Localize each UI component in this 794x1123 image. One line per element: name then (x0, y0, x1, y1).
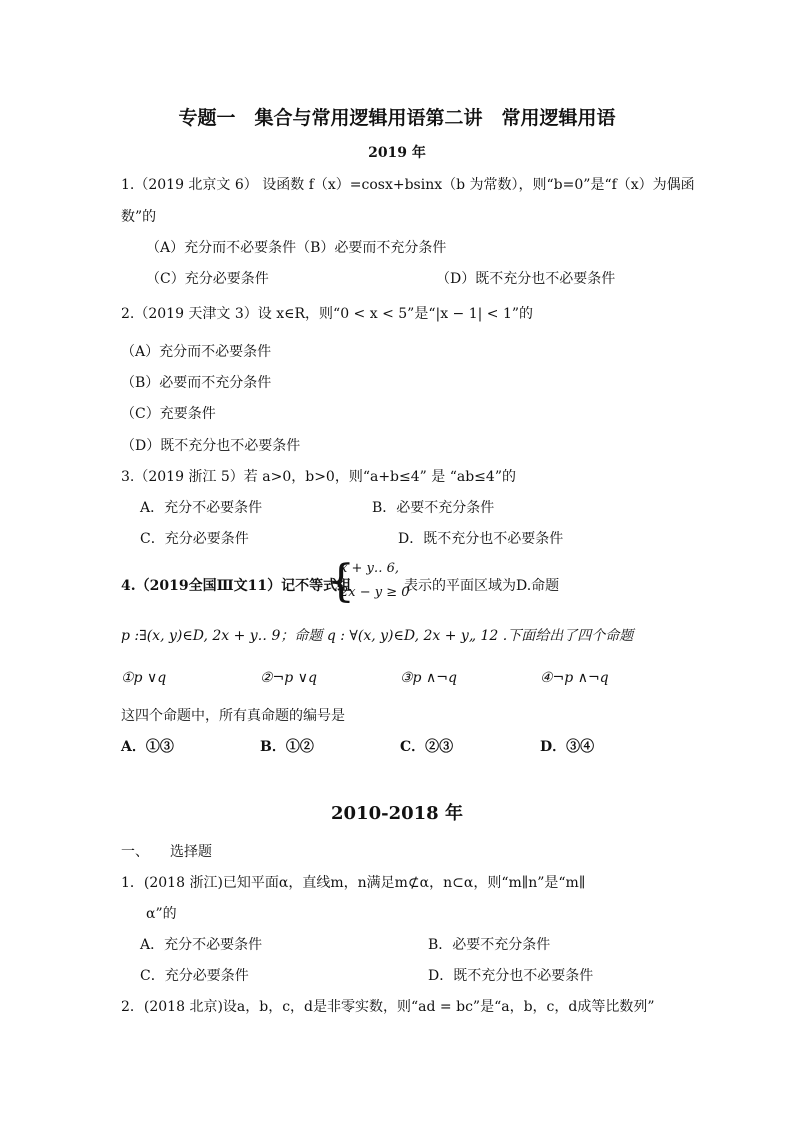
q3-stem: 3.（2019 浙江 5）若 a>0，b>0，则“a+b≤4” 是 “ab≤4”的 (121, 469, 516, 485)
q5-option-a: A．充分不必要条件 (140, 937, 263, 953)
q4-option-b: B．①② (260, 739, 314, 755)
q4-stem-prefix: 4.（2019全国Ⅲ文11）记不等式组 (121, 578, 352, 594)
q1-option-d: （D）既不充分也不必要条件 (436, 271, 616, 287)
q4-system-line1: x + y‥ 6, (340, 561, 400, 576)
q5-stem-line2: α”的 (146, 906, 177, 922)
q2-option-d: （D）既不充分也不必要条件 (121, 438, 301, 454)
q2-option-c: （C）充要条件 (121, 406, 216, 422)
q3-option-a: A．充分不必要条件 (140, 500, 263, 516)
q4-stem-suffix: 表示的平面区域为D.命题 (404, 578, 560, 594)
q2-stem: 2.（2019 天津文 3）设 x∈R，则“0 < x < 5”是“|x − 1| < 1”的 (121, 306, 534, 322)
q1-stem-line1: 1.（2019 北京文 6） 设函数 f（x）=cosx+bsinx（b 为常数），则“b=0”是“f（x）为偶函 (121, 177, 695, 193)
q3-option-c: C．充分必要条件 (140, 531, 249, 547)
section-heading-2010-2018: 2010-2018 年 (331, 803, 463, 824)
q5-option-b: B．必要不充分条件 (428, 937, 551, 953)
section-heading-2019: 2019 年 (368, 145, 426, 161)
q6-stem-line1: 2．(2018 北京)设a，b，c，d是非零实数，则“ad = bc”是“a，b，c，d成等比数列” (121, 999, 655, 1015)
q4-choice-1: ①p ∨q (121, 670, 167, 686)
q1-option-c: （C）充分必要条件 (146, 271, 269, 287)
q4-option-c: C．②③ (400, 739, 454, 755)
part-heading: 一、 选择题 (121, 844, 212, 860)
q2-option-b: （B）必要而不充分条件 (121, 375, 272, 391)
page-title: 专题一 集合与常用逻辑用语第二讲 常用逻辑用语 (178, 107, 616, 129)
q2-option-a: （A）充分而不必要条件 (121, 344, 272, 360)
q1-stem-line2: 数”的 (121, 209, 157, 225)
q4-option-d: D．③④ (540, 739, 595, 755)
q4-option-a: A．①③ (121, 739, 174, 755)
q4-stem-line2: p :∃(x, y)∈D, 2x + y‥ 9；命题 q : ∀(x, y)∈D, 2x + y„ 12 .下面给出了四个命题 (121, 628, 634, 644)
q1-options-ab: （A）充分而不必要条件（B）必要而不充分条件 (146, 240, 447, 256)
q4-question: 这四个命题中，所有真命题的编号是 (121, 708, 345, 724)
inequality-system-brace: { (327, 556, 355, 607)
q4-choice-3: ③p ∧¬q (400, 670, 457, 686)
q5-option-d: D．既不充分也不必要条件 (428, 968, 594, 984)
q4-choice-2: ②¬p ∨q (260, 670, 317, 686)
q3-option-b: B．必要不充分条件 (372, 500, 495, 516)
q5-option-c: C．充分必要条件 (140, 968, 249, 984)
q3-option-d: D．既不充分也不必要条件 (398, 531, 564, 547)
q4-system-line2: 2x − y ≥ 0 (340, 585, 410, 600)
q5-stem-line1: 1．(2018 浙江)已知平面α，直线m，n满足m⊄α，n⊂α，则“m∥n”是“m∥ (121, 875, 586, 891)
q4-choice-4: ④¬p ∧¬q (540, 670, 609, 686)
